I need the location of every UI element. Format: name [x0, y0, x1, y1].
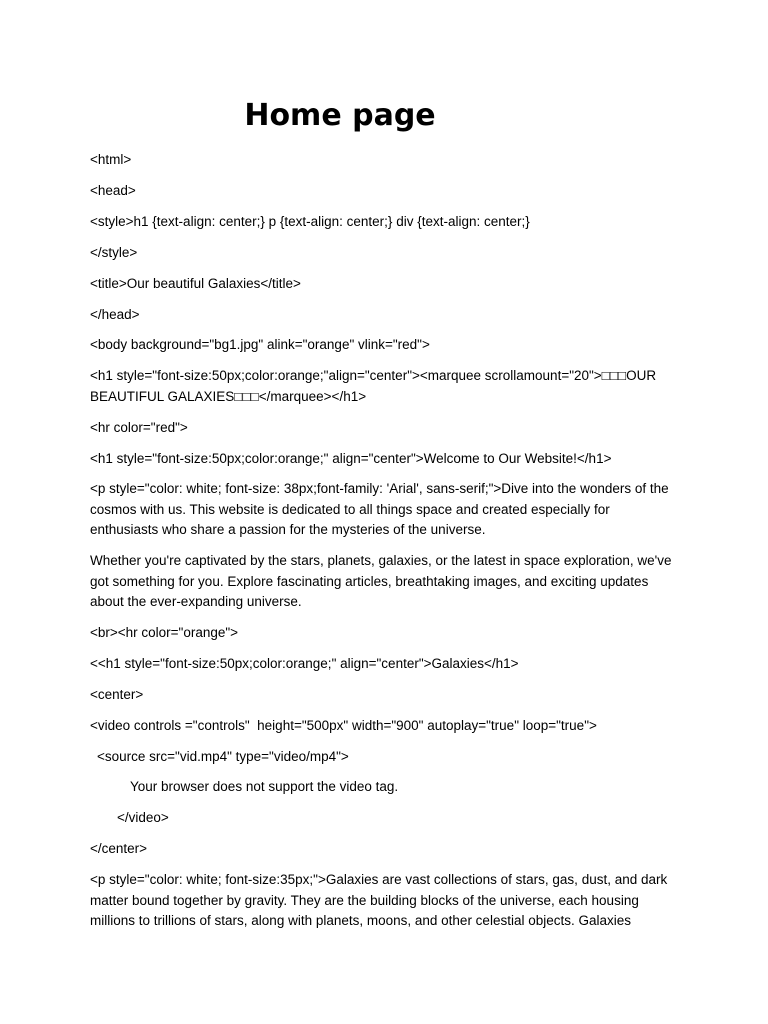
code-line-whether-paragraph: Whether you're captivated by the stars, planets, galaxies, or the latest in space exploration, we've got something for you. Explore fascinating articles, breathtaking images, and exciting updates about the ever-expanding universe. — [90, 553, 676, 609]
code-line-intro-paragraph: <p style="color: white; font-size: 38px;font-family: 'Arial', sans-serif;">Dive into the wonders of the cosmos with us. This website is dedicated to all things space and created especially for enthusiasts who share a passion for the mysteries of the universe. — [90, 481, 673, 538]
code-line-center-open: <center> — [90, 686, 144, 702]
code-line-head-close: </head> — [90, 306, 140, 322]
code-line-style: <style>h1 {text-align: center;} p {text-align: center;} div {text-align: center;} — [90, 213, 530, 229]
code-line-br-hr-orange: <br><hr color="orange"> — [90, 624, 239, 640]
code-line-source: <source src="vid.mp4" type="video/mp4"> — [97, 748, 349, 764]
code-line-body: <body background="bg1.jpg" alink="orange" vlink="red"> — [90, 337, 430, 353]
code-line-center-close: </center> — [90, 841, 148, 857]
code-line-video-close: </video> — [117, 810, 169, 826]
code-line-style-close: </style> — [90, 244, 138, 260]
code-line-head-open: <head> — [90, 182, 136, 198]
code-line-fallback-text: Your browser does not support the video tag. — [130, 779, 399, 795]
code-line-welcome-heading: <h1 style="font-size:50px;color:orange;" align="center">Welcome to Our Website!</h1> — [90, 450, 612, 466]
code-line-marquee-heading: <h1 style="font-size:50px;color:orange;"align="center"><marquee scrollamount="20">□□□OUR BEAUTIFUL GALAXIES□□□</marquee></h1> — [90, 368, 660, 404]
code-line-hr-red: <hr color="red"> — [90, 419, 188, 435]
code-line-video-open: <video controls ="controls" height="500px" width="900" autoplay="true" loop="true"> — [90, 717, 597, 733]
document-body — [90, 150, 680, 942]
code-line-galaxies-heading: <<h1 style="font-size:50px;color:orange;" align="center">Galaxies</h1> — [90, 655, 519, 671]
page-title: Home page — [244, 98, 436, 133]
code-line-title: <title>Our beautiful Galaxies</title> — [90, 275, 301, 291]
code-line-galaxies-paragraph: <p style="color: white; font-size:35px;">Galaxies are vast collections of stars, gas, dust, and dark matter bound together by gravity. They are the building blocks of the universe, each housing millions to trillions of stars, along with planets, moons, and other celestial objects. Galaxies — [90, 872, 672, 928]
code-line-html-open: <html> — [90, 152, 132, 167]
